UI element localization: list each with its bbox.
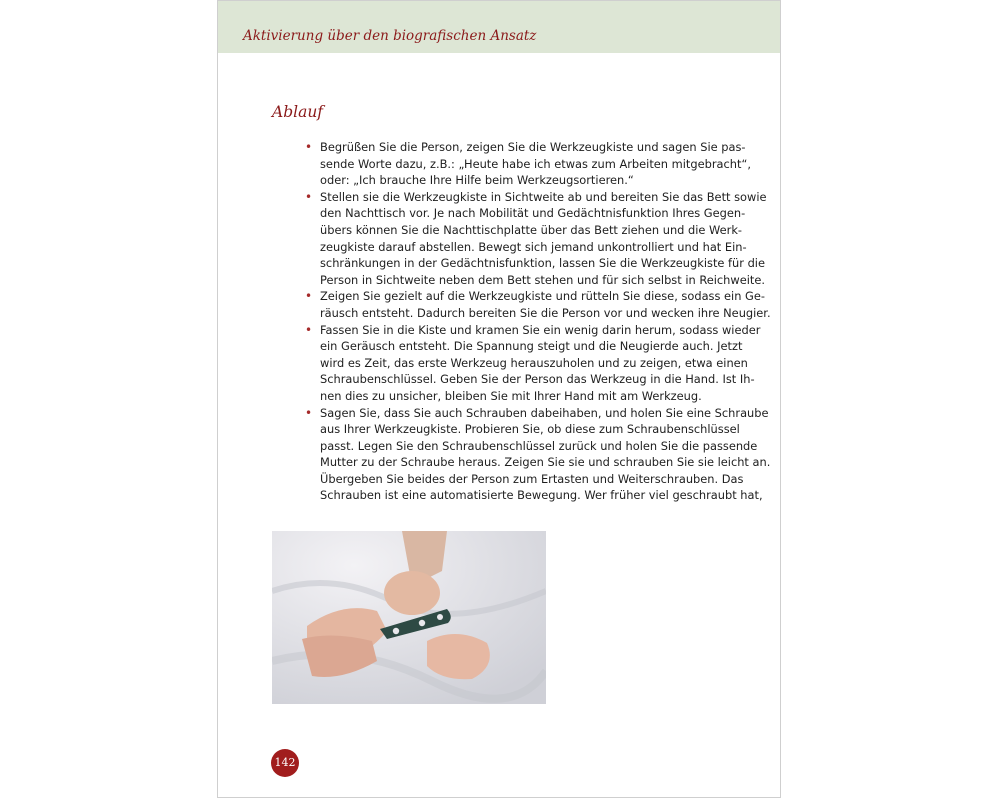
text-line: übers können Sie die Nachttischplatte über das Bett ziehen und die Werk- <box>320 222 743 237</box>
text-line: Mutter zu der Schraube heraus. Zeigen Sie sie und schrauben Sie sie leicht an. <box>320 455 771 470</box>
text-line: Begrüßen Sie die Person, zeigen Sie die Werkzeugkiste und sagen Sie pas- <box>320 140 746 154</box>
text-line: passt. Legen Sie den Schraubenschlüssel zurück und holen Sie die passende <box>320 438 758 453</box>
text-line: Zeigen Sie gezielt auf die Werkzeugkiste und rütteln Sie diese, sodass ein Ge- <box>320 289 765 304</box>
text-line: ein Geräusch entsteht. Die Spannung steigt und die Neugierde auch. Jetzt <box>320 339 743 354</box>
wrench-hole <box>437 614 443 620</box>
bullet-icon: • <box>305 289 313 304</box>
list-item <box>304 189 767 289</box>
bullet-icon: • <box>305 322 313 337</box>
list-item <box>304 288 771 321</box>
text-line: zeugkiste darauf abstellen. Bewegt sich jemand unkontrolliert und hat Ein- <box>320 239 747 254</box>
text-line: räusch entsteht. Dadurch bereiten Sie die Person vor und wecken ihre Neugier. <box>320 305 771 320</box>
bullet-icon: • <box>305 140 313 154</box>
text-line: Fassen Sie in die Kiste und kramen Sie ein wenig darin herum, sodass wieder <box>320 322 761 337</box>
bullet-icon: • <box>305 405 313 420</box>
text-line: Person in Sichtweite neben dem Bett stehen und für sich selbst in Reichweite. <box>320 272 765 287</box>
text-line: Stellen sie die Werkzeugkiste in Sichtweite ab und bereiten Sie das Bett sowie <box>320 189 767 204</box>
list-item <box>304 139 751 189</box>
text-line: sende Worte dazu, z.B.: „Heute habe ich etwas zum Arbeiten mitgebracht“, <box>320 156 751 171</box>
text-line: wird es Zeit, das erste Werkzeug herauszuholen und zu zeigen, etwa einen <box>320 355 748 370</box>
bullet-icon: • <box>305 189 313 204</box>
hand-shape <box>427 634 490 679</box>
section-heading: Ablauf <box>272 103 324 121</box>
book-page <box>217 0 781 798</box>
text-line: schränkungen in der Gedächtnisfunktion, lassen Sie die Werkzeugkiste für die <box>320 256 765 271</box>
procedure-list <box>304 139 771 504</box>
hands-wrench-photo <box>272 531 546 704</box>
text-line: aus Ihrer Werkzeugkiste. Probieren Sie, ob diese zum Schraubenschlüssel <box>320 422 740 437</box>
list-item <box>304 322 761 405</box>
wrench-hole <box>393 628 399 634</box>
text-line: oder: „Ich brauche Ihre Hilfe beim Werkzeugsortieren.“ <box>320 173 634 188</box>
text-line: Schrauben ist eine automatisierte Bewegung. Wer früher viel geschraubt hat, <box>320 488 763 503</box>
hand-shape <box>384 571 440 615</box>
text-line: nen dies zu unsicher, bleiben Sie mit Ihrer Hand mit am Werkzeug. <box>320 388 702 403</box>
page-number-badge: 142 <box>271 749 299 777</box>
list-item <box>304 405 771 505</box>
text-line: Übergeben Sie beides der Person zum Ertasten und Weiterschrauben. Das <box>320 471 744 486</box>
text-line: Schraubenschlüssel. Geben Sie der Person das Werkzeug in die Hand. Ist Ih- <box>320 372 755 387</box>
text-line: den Nachttisch vor. Je nach Mobilität und Gedächtnisfunktion Ihres Gegen- <box>320 206 746 221</box>
wrench-hole <box>419 620 425 626</box>
photo-illustration <box>272 531 546 704</box>
chapter-title: Aktivierung über den biografischen Ansatz <box>243 28 537 44</box>
text-line: Sagen Sie, dass Sie auch Schrauben dabeihaben, und holen Sie eine Schraube <box>320 405 769 420</box>
chapter-header <box>218 1 780 53</box>
